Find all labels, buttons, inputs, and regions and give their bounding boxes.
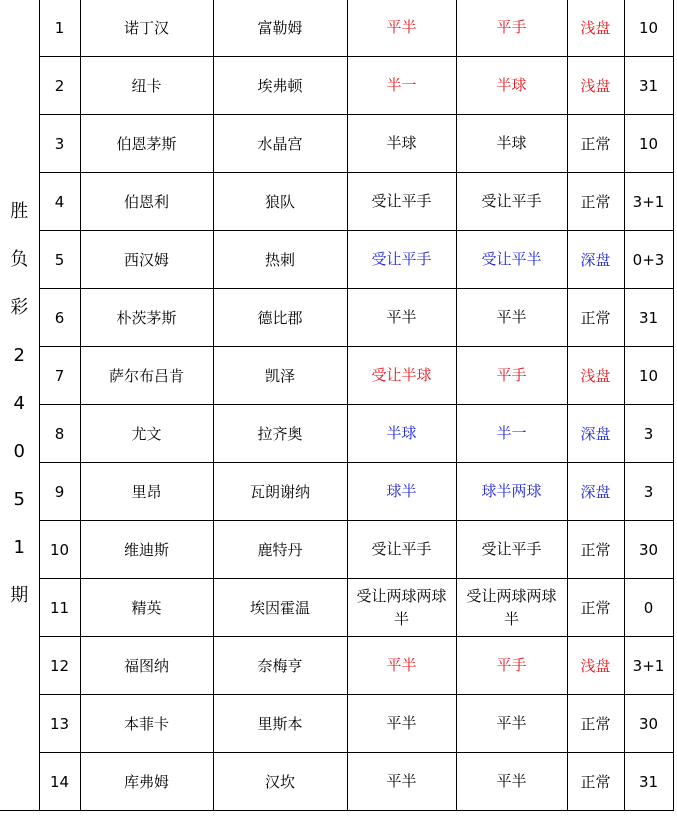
trend-cell-text: 正常 [580,134,611,153]
issue-label-char: 5 [13,489,25,511]
away-team-cell [213,115,347,173]
handicap-open-cell-text: 半球 [386,134,417,152]
match-number-cell [39,695,80,753]
home-team-cell-text: 本菲卡 [123,714,169,733]
table-row [0,637,673,695]
away-team-cell [213,231,347,289]
count-cell [624,173,673,231]
home-team-cell-text: 福图纳 [123,656,169,675]
home-team-cell [80,695,213,753]
handicap-open-cell [347,405,456,463]
issue-label-char: 2 [13,345,25,367]
handicap-open-cell [347,695,456,753]
handicap-open-cell [347,289,456,347]
handicap-now-cell [456,57,567,115]
match-number-cell [39,753,80,811]
match-number-cell [39,347,80,405]
away-team-cell [213,753,347,811]
handicap-open-cell [347,637,456,695]
handicap-now-cell-text: 平手 [496,18,527,36]
home-team-cell [80,637,213,695]
match-number-cell-text: 2 [54,76,65,95]
handicap-open-cell-text: 受让半球 [371,366,432,384]
away-team-cell-text: 德比郡 [257,308,303,327]
issue-label-char: 0 [13,441,25,463]
home-team-cell [80,405,213,463]
table-row [0,57,673,115]
handicap-open-cell-text: 受让平手 [371,250,432,268]
table-row [0,695,673,753]
match-number-cell [39,579,80,637]
count-cell-text: 3+1 [632,192,665,211]
count-cell-text: 10 [638,18,659,37]
table-row [0,173,673,231]
match-number-cell-text: 7 [54,366,65,385]
count-cell-text: 10 [638,366,659,385]
handicap-open-cell-text: 受让平手 [371,192,432,210]
trend-cell-text: 正常 [580,540,611,559]
away-team-cell [213,521,347,579]
table-row [0,463,673,521]
handicap-now-cell [456,463,567,521]
away-team-cell-text: 热刺 [264,250,295,269]
count-cell [624,463,673,521]
home-team-cell [80,0,213,57]
home-team-cell [80,579,213,637]
issue-label-char: 1 [13,537,25,559]
count-cell [624,753,673,811]
count-cell-text: 30 [638,714,659,733]
handicap-open-cell [347,0,456,57]
match-number-cell [39,57,80,115]
count-cell [624,579,673,637]
match-number-cell-text: 13 [49,714,70,733]
home-team-cell [80,753,213,811]
table-row [0,289,673,347]
home-team-cell [80,57,213,115]
handicap-now-cell [456,347,567,405]
issue-label-char: 负 [10,249,29,271]
table-row [0,753,673,811]
handicap-open-cell-text: 半一 [386,76,417,94]
table-row [0,521,673,579]
count-cell-text: 31 [638,308,659,327]
handicap-open-cell [347,115,456,173]
table-row [0,347,673,405]
home-team-cell [80,231,213,289]
trend-cell-text: 深盘 [580,424,611,443]
match-number-cell [39,231,80,289]
issue-label-char: 胜 [10,201,29,223]
handicap-now-cell-text: 半球 [496,134,527,152]
handicap-open-cell [347,57,456,115]
away-team-cell-text: 汉坎 [264,772,295,791]
count-cell [624,115,673,173]
handicap-now-cell [456,0,567,57]
match-number-cell-text: 1 [54,18,65,37]
trend-cell-text: 正常 [580,598,611,617]
away-team-cell [213,579,347,637]
trend-cell [567,463,624,521]
home-team-cell-text: 伯恩茅斯 [116,134,177,153]
handicap-open-cell-text: 平半 [386,714,417,732]
match-number-cell [39,115,80,173]
away-team-cell-text: 埃因霍温 [249,598,310,617]
match-number-cell [39,405,80,463]
handicap-open-cell-text: 平半 [386,18,417,36]
home-team-cell-text: 诺丁汉 [123,18,169,37]
handicap-open-cell [347,231,456,289]
trend-cell [567,173,624,231]
issue-label-char: 期 [10,585,29,607]
match-number-cell-text: 12 [49,656,70,675]
away-team-cell [213,463,347,521]
handicap-open-cell-text: 平半 [386,308,417,326]
away-team-cell-text: 狼队 [264,192,295,211]
handicap-now-cell [456,521,567,579]
count-cell-text: 0 [643,598,654,617]
home-team-cell [80,463,213,521]
trend-cell-text: 正常 [580,308,611,327]
home-team-cell [80,173,213,231]
trend-cell [567,57,624,115]
away-team-cell-text: 瓦朗谢纳 [249,482,310,501]
match-number-cell-text: 8 [54,424,65,443]
away-team-cell-text: 富勒姆 [257,18,303,37]
away-team-cell-text: 里斯本 [257,714,303,733]
away-team-cell-text: 凯泽 [264,366,295,385]
count-cell-text: 3 [643,482,654,501]
trend-cell-text: 浅盘 [580,18,611,37]
away-team-cell [213,57,347,115]
home-team-cell-text: 维迪斯 [123,540,169,559]
match-number-cell [39,0,80,57]
handicap-now-cell [456,115,567,173]
trend-cell [567,347,624,405]
table-row [0,231,673,289]
handicap-open-cell [347,521,456,579]
away-team-cell [213,289,347,347]
handicap-now-cell-text: 半球 [496,76,527,94]
handicap-now-cell-text: 受让平半 [481,250,542,268]
count-cell-text: 31 [638,772,659,791]
handicap-now-cell [456,753,567,811]
trend-cell [567,115,624,173]
table-row [0,0,673,57]
count-cell-text: 0+3 [632,250,665,269]
away-team-cell-text: 鹿特丹 [257,540,303,559]
away-team-cell-text: 拉齐奥 [257,424,303,443]
trend-cell [567,579,624,637]
home-team-cell-text: 西汉姆 [123,250,169,269]
home-team-cell [80,521,213,579]
handicap-now-cell-text: 平手 [496,366,527,384]
trend-cell-text: 深盘 [580,250,611,269]
away-team-cell [213,347,347,405]
away-team-cell-text: 水晶宫 [257,134,303,153]
home-team-cell-text: 朴茨茅斯 [116,308,177,327]
away-team-cell [213,0,347,57]
handicap-now-cell [456,405,567,463]
trend-cell [567,231,624,289]
trend-cell [567,521,624,579]
handicap-now-cell-text: 平半 [496,308,527,326]
match-number-cell-text: 10 [49,540,70,559]
handicap-now-cell [456,637,567,695]
match-number-cell-text: 14 [49,772,70,791]
match-number-cell [39,463,80,521]
match-number-cell [39,173,80,231]
handicap-open-cell-text: 平半 [386,656,417,674]
home-team-cell [80,289,213,347]
home-team-cell-text: 精英 [131,598,162,617]
match-number-cell-text: 11 [49,598,70,617]
issue-label-char: 4 [13,393,25,415]
handicap-open-cell [347,579,456,637]
handicap-now-cell-text: 球半两球 [481,482,542,500]
handicap-now-cell-text: 半一 [496,424,527,442]
home-team-cell-text: 里昂 [131,482,162,501]
handicap-open-cell [347,463,456,521]
table-row [0,579,673,637]
handicap-open-cell [347,753,456,811]
home-team-cell-text: 尤文 [131,424,162,443]
trend-cell-text: 浅盘 [580,366,611,385]
count-cell-text: 30 [638,540,659,559]
home-team-cell [80,347,213,405]
home-team-cell-text: 纽卡 [131,76,162,95]
trend-cell [567,637,624,695]
handicap-open-cell-text: 球半 [386,482,417,500]
table-row [0,405,673,463]
trend-cell-text: 浅盘 [580,76,611,95]
handicap-now-cell [456,173,567,231]
count-cell [624,231,673,289]
handicap-now-cell-text: 受让平手 [481,540,542,558]
match-number-cell-text: 4 [54,192,65,211]
match-number-cell-text: 5 [54,250,65,269]
handicap-open-cell-text: 半球 [386,424,417,442]
match-number-cell-text: 3 [54,134,65,153]
count-cell [624,695,673,753]
away-team-cell [213,695,347,753]
handicap-now-cell [456,695,567,753]
away-team-cell [213,173,347,231]
handicap-open-cell-text: 受让平手 [371,540,432,558]
trend-cell [567,289,624,347]
trend-cell-text: 正常 [580,714,611,733]
count-cell [624,0,673,57]
issue-label-chars [0,200,39,608]
handicap-now-cell-text: 平手 [496,656,527,674]
trend-cell-text: 浅盘 [580,656,611,675]
count-cell-text: 31 [638,76,659,95]
trend-cell-text: 正常 [580,772,611,791]
count-cell [624,637,673,695]
issue-label [0,0,39,811]
issue-label-char: 彩 [10,297,29,319]
home-team-cell [80,115,213,173]
count-cell [624,57,673,115]
handicap-now-cell [456,231,567,289]
handicap-now-cell-text: 平半 [496,772,527,790]
handicap-open-cell-text: 平半 [386,772,417,790]
home-team-cell-text: 萨尔布吕肯 [108,366,184,385]
match-number-cell [39,289,80,347]
match-number-cell-text: 6 [54,308,65,327]
trend-cell [567,753,624,811]
trend-cell [567,0,624,57]
trend-cell [567,695,624,753]
handicap-now-cell-text: 受让两球两球半 [466,586,557,628]
trend-cell-text: 正常 [580,192,611,211]
handicap-open-cell-text: 受让两球两球半 [356,586,447,628]
away-team-cell [213,637,347,695]
handicap-now-cell-text: 受让平手 [481,192,542,210]
count-cell [624,521,673,579]
home-team-cell-text: 伯恩利 [123,192,169,211]
match-number-cell [39,521,80,579]
away-team-cell-text: 奈梅亨 [257,656,303,675]
home-team-cell-text: 库弗姆 [123,772,169,791]
handicap-now-cell [456,289,567,347]
handicap-now-cell-text: 平半 [496,714,527,732]
handicap-open-cell [347,347,456,405]
table-row [0,115,673,173]
away-team-cell [213,405,347,463]
count-cell [624,347,673,405]
count-cell-text: 3 [643,424,654,443]
count-cell [624,289,673,347]
handicap-open-cell [347,173,456,231]
handicap-now-cell [456,579,567,637]
trend-cell-text: 深盘 [580,482,611,501]
match-number-cell [39,637,80,695]
count-cell-text: 3+1 [632,656,665,675]
count-cell [624,405,673,463]
away-team-cell-text: 埃弗顿 [257,76,303,95]
count-cell-text: 10 [638,134,659,153]
match-number-cell-text: 9 [54,482,65,501]
trend-cell [567,405,624,463]
